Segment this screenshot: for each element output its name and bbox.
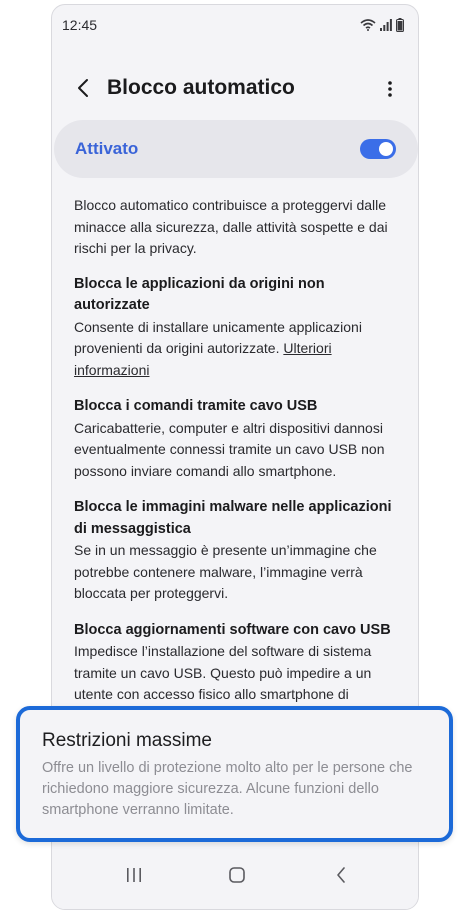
section-usb-updates — [74, 620, 400, 706]
section-title: Blocca i comandi tramite cavo USB — [74, 398, 318, 414]
more-vertical-icon — [388, 81, 392, 97]
battery-icon — [396, 18, 404, 32]
back-button[interactable] — [70, 75, 96, 101]
section-unauthorized-apps — [74, 274, 400, 382]
navigation-bar — [52, 839, 418, 909]
app-bar — [52, 65, 418, 115]
callout-description: Offre un livello di protezione molto alto per le persone che richiedono maggiore sicurezza. Alcune funzioni dello smartphone verranno limitate. — [42, 760, 413, 818]
section-description: Impedisce l’installazione del software di sistema tramite un cavo USB. Questo può impedire a un utente con accesso fisico allo smartphone di — [74, 643, 372, 702]
section-usb-commands — [74, 396, 400, 482]
status-time: 12:45 — [62, 17, 98, 33]
status-bar — [52, 5, 418, 45]
max-restrictions-callout[interactable] — [16, 706, 453, 842]
wifi-icon — [360, 19, 376, 31]
description-content — [74, 195, 400, 721]
master-toggle-switch[interactable] — [360, 139, 396, 159]
signal-icon — [380, 19, 392, 31]
callout-title: Restrizioni massime — [42, 730, 212, 751]
back-arrow-icon — [77, 78, 89, 98]
back-nav-icon — [336, 867, 346, 883]
recent-apps-icon — [126, 868, 142, 882]
section-title: Blocca le applicazioni da origini non autorizzate — [74, 275, 325, 313]
back-nav-button[interactable] — [326, 863, 356, 887]
section-title: Blocca aggiornamenti software con cavo USB — [74, 621, 391, 638]
more-options-button[interactable] — [380, 76, 400, 102]
switch-knob — [379, 142, 393, 156]
more-info-link[interactable]: Ulteriori informazioni — [74, 340, 332, 378]
intro-text: Blocco automatico contribuisce a proteggervi dalle minacce alla sicurezza, dalle attività sospette e dai rischi per la privacy. — [74, 197, 388, 256]
section-description-text: Consente di installare unicamente applicazioni provenienti da origini autorizzate. — [74, 318, 362, 356]
section-malware-images — [74, 497, 400, 605]
master-toggle-row[interactable] — [54, 120, 418, 178]
recent-apps-button[interactable] — [119, 863, 149, 887]
section-title: Blocca le immagini malware nelle applicazioni di messaggistica — [74, 499, 392, 537]
section-description: Se in un messaggio è presente un’immagine che potrebbe contenere malware, l’immagine verrà bloccata per proteggervi. — [74, 542, 377, 601]
home-button[interactable] — [222, 863, 252, 887]
status-icons — [360, 18, 404, 32]
section-description — [74, 317, 400, 382]
section-description: Caricabatterie, computer e altri dispositivi dannosi eventualmente connessi tramite un cavo USB non possono inviare comandi allo smartphone. — [74, 419, 385, 479]
master-toggle-label: Attivato — [75, 139, 139, 158]
page-title: Blocco automatico — [107, 76, 295, 99]
home-icon — [229, 867, 245, 883]
